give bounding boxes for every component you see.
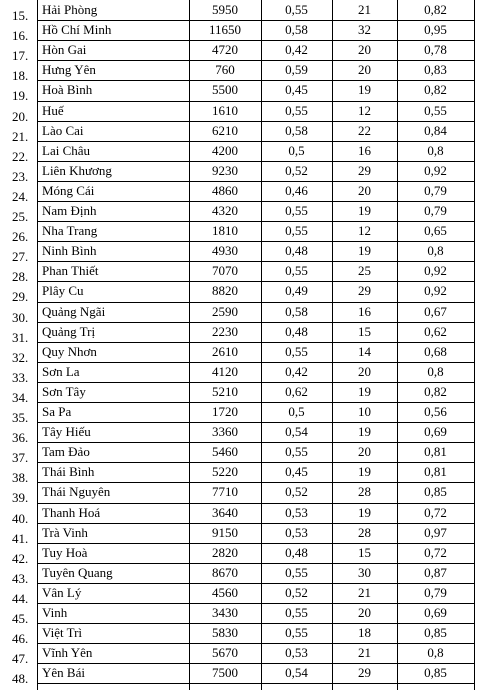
value-2-cell: 0,42 xyxy=(285,363,308,379)
value-2-cell: 0,55 xyxy=(285,605,308,620)
value-2-cell: 0,42 xyxy=(285,42,308,58)
value-3-cell: 16 xyxy=(358,303,371,319)
station-name-cell: Vĩnh Yên xyxy=(42,645,93,661)
station-name-cell: Tam Đảo xyxy=(42,444,90,460)
row-number: 18. xyxy=(12,68,29,84)
value-3-cell: 20 xyxy=(358,444,371,460)
value-2-cell: 0,5 xyxy=(288,142,305,158)
value-3-cell: 19 xyxy=(358,243,371,259)
row-number: 42. xyxy=(12,550,29,566)
value-3-cell: 20 xyxy=(358,605,371,620)
value-4-cell: 0,87 xyxy=(424,564,447,580)
value-2-cell: 0,55 xyxy=(285,625,308,641)
value-2-cell: 0,55 xyxy=(285,102,308,118)
table-row xyxy=(0,422,485,446)
value-4-cell: 0,67 xyxy=(424,303,447,319)
value-1-cell: 2820 xyxy=(212,544,238,560)
row-number: 30. xyxy=(12,309,29,325)
row-number: 40. xyxy=(12,510,29,526)
value-1-cell: 1610 xyxy=(212,102,238,118)
value-4-cell: 0,72 xyxy=(424,544,447,560)
row-number: 15. xyxy=(12,8,29,23)
value-1-cell: 8670 xyxy=(212,564,238,580)
value-3-cell: 19 xyxy=(358,383,371,399)
table-row xyxy=(0,181,485,204)
table-row xyxy=(0,362,485,385)
table-row xyxy=(0,563,485,586)
row-number: 25. xyxy=(12,209,29,224)
value-2-cell: 0,45 xyxy=(285,464,308,480)
value-1-cell: 3640 xyxy=(212,504,238,520)
value-2-cell: 0,52 xyxy=(285,484,308,500)
value-3-cell: 15 xyxy=(358,544,371,560)
value-4-cell: 0,85 xyxy=(424,484,447,500)
station-name-cell: Tuyên Quang xyxy=(42,564,113,580)
row-number: 45. xyxy=(12,611,29,626)
row-number: 48. xyxy=(12,671,29,687)
value-2-cell: 0,55 xyxy=(285,263,308,279)
value-1-cell: 3360 xyxy=(212,424,238,440)
value-1-cell: 5830 xyxy=(212,625,238,641)
row-number: 26. xyxy=(12,229,29,245)
value-1-cell: 5220 xyxy=(212,464,238,480)
value-3-cell: 18 xyxy=(358,625,371,641)
table-row xyxy=(0,322,485,345)
value-4-cell: 0,78 xyxy=(424,42,447,58)
value-3-cell: 29 xyxy=(358,283,371,299)
row-number: 22. xyxy=(12,148,29,164)
value-3-cell: 19 xyxy=(358,82,371,98)
row-number: 28. xyxy=(12,269,29,285)
value-1-cell: 2610 xyxy=(212,343,238,359)
value-4-cell: 0,62 xyxy=(424,323,447,339)
row-number: 47. xyxy=(12,651,29,667)
value-1-cell: 2230 xyxy=(212,323,238,339)
value-4-cell: 0,95 xyxy=(424,22,447,38)
value-4-cell: 0,8 xyxy=(427,243,444,259)
value-4-cell: 0,65 xyxy=(424,223,447,239)
value-3-cell: 32 xyxy=(358,22,371,38)
station-name-cell: Thái Nguyên xyxy=(42,484,111,500)
value-1-cell: 1720 xyxy=(212,404,238,419)
value-2-cell: 0,55 xyxy=(285,203,308,218)
value-2-cell: 0,45 xyxy=(285,82,308,98)
value-1-cell: 3430 xyxy=(212,605,238,620)
value-4-cell: 0,79 xyxy=(424,584,447,600)
value-2-cell: 0,46 xyxy=(285,182,308,198)
value-4-cell: 0,68 xyxy=(424,343,447,359)
value-1-cell: 4320 xyxy=(212,203,238,218)
row-number: 36. xyxy=(12,430,29,446)
row-number: 17. xyxy=(12,48,29,64)
value-3-cell: 19 xyxy=(358,203,371,218)
value-4-cell: 0,79 xyxy=(424,203,447,218)
table-row xyxy=(0,161,485,184)
table-row xyxy=(0,342,485,365)
value-1-cell: 4720 xyxy=(212,42,238,58)
station-name-cell: Quảng Trị xyxy=(42,323,96,339)
column-divider xyxy=(474,0,475,690)
value-4-cell: 0,81 xyxy=(424,444,447,460)
table-row xyxy=(0,442,485,466)
station-name-cell: Hải Phòng xyxy=(42,2,98,17)
column-divider xyxy=(261,0,262,690)
value-3-cell: 29 xyxy=(358,665,371,681)
station-name-cell: Nha Trang xyxy=(42,223,98,239)
value-2-cell: 0,5 xyxy=(288,404,305,419)
value-1-cell: 4120 xyxy=(212,363,238,379)
station-name-cell: Vinh xyxy=(42,605,68,620)
value-2-cell: 0,54 xyxy=(285,424,308,440)
row-number: 37. xyxy=(12,450,29,466)
value-2-cell: 0,62 xyxy=(285,383,308,399)
table-row xyxy=(0,201,485,224)
table-row xyxy=(0,462,485,486)
column-divider xyxy=(332,0,333,690)
row-number: 34. xyxy=(12,389,29,405)
value-4-cell: 0,92 xyxy=(424,162,447,178)
row-number: 29. xyxy=(12,289,29,305)
table-row xyxy=(0,402,485,425)
value-4-cell: 0,55 xyxy=(424,102,447,118)
table-row xyxy=(0,302,485,325)
value-1-cell: 8820 xyxy=(212,283,238,299)
value-3-cell: 30 xyxy=(358,564,371,580)
row-number: 33. xyxy=(12,369,29,385)
value-1-cell: 7500 xyxy=(212,665,238,681)
value-2-cell: 0,58 xyxy=(285,122,308,138)
value-3-cell: 20 xyxy=(358,182,371,198)
table-row xyxy=(0,523,485,546)
value-4-cell: 0,97 xyxy=(424,524,447,540)
row-number: 31. xyxy=(12,329,29,345)
value-3-cell: 12 xyxy=(358,223,371,239)
value-3-cell: 20 xyxy=(358,363,371,379)
value-1-cell: 5460 xyxy=(212,444,238,460)
value-2-cell: 0,48 xyxy=(285,243,308,259)
value-2-cell: 0,55 xyxy=(285,223,308,239)
value-1-cell: 9150 xyxy=(212,524,238,540)
station-name-cell: Tây Hiếu xyxy=(42,424,91,440)
value-4-cell: 0,69 xyxy=(424,424,447,440)
value-1-cell: 760 xyxy=(215,62,235,78)
value-4-cell: 0,85 xyxy=(424,625,447,641)
value-2-cell: 0,58 xyxy=(285,303,308,319)
table-row xyxy=(0,503,485,526)
station-name-cell: Sơn Tây xyxy=(42,383,86,399)
value-2-cell: 0,52 xyxy=(285,162,308,178)
value-1-cell: 1810 xyxy=(212,223,238,239)
value-3-cell: 12 xyxy=(358,102,371,118)
table-row xyxy=(0,80,485,104)
station-name-cell: Hòn Gai xyxy=(42,42,87,58)
station-name-cell: Hoà Bình xyxy=(42,82,93,98)
value-3-cell: 10 xyxy=(358,404,371,419)
station-name-cell: Yên Bái xyxy=(42,665,85,681)
value-4-cell: 0,82 xyxy=(424,82,447,98)
value-1-cell: 9230 xyxy=(212,162,238,178)
table-row xyxy=(0,281,485,305)
row-number: 32. xyxy=(12,349,29,365)
value-4-cell: 0,85 xyxy=(424,665,447,681)
table-row xyxy=(0,543,485,566)
value-3-cell: 14 xyxy=(358,343,371,359)
value-4-cell: 0,56 xyxy=(424,404,447,419)
value-3-cell: 19 xyxy=(358,424,371,440)
value-1-cell: 11650 xyxy=(208,22,242,38)
value-1-cell: 5210 xyxy=(212,383,238,399)
value-2-cell: 0,48 xyxy=(285,323,308,339)
station-name-cell: Lào Cai xyxy=(42,122,84,138)
value-3-cell: 25 xyxy=(358,263,371,279)
value-3-cell: 21 xyxy=(358,2,371,17)
row-number: 21. xyxy=(12,128,29,144)
station-name-cell: Quảng Ngãi xyxy=(42,303,106,319)
station-name-cell: Hưng Yên xyxy=(42,62,96,78)
table-row xyxy=(0,643,485,667)
station-name-cell: Nam Định xyxy=(42,203,97,218)
station-name-cell: Móng Cái xyxy=(42,182,95,198)
table-row xyxy=(0,121,485,144)
row-number: 24. xyxy=(12,188,29,204)
table-row xyxy=(0,482,485,506)
station-name-cell: Quy Nhơn xyxy=(42,343,97,359)
value-2-cell: 0,53 xyxy=(285,524,308,540)
table-row xyxy=(0,0,485,23)
value-3-cell: 22 xyxy=(358,122,371,138)
value-2-cell: 0,48 xyxy=(285,544,308,560)
row-number: 46. xyxy=(12,631,29,647)
value-3-cell: 20 xyxy=(358,42,371,58)
column-divider xyxy=(397,0,398,690)
value-1-cell: 4560 xyxy=(212,584,238,600)
value-1-cell: 4860 xyxy=(212,182,238,198)
row-number: 19. xyxy=(12,88,29,104)
value-1-cell: 5500 xyxy=(212,82,238,98)
table-row xyxy=(0,40,485,64)
value-2-cell: 0,49 xyxy=(285,283,308,299)
row-divider xyxy=(37,683,474,684)
station-name-cell: Vân Lý xyxy=(42,584,82,600)
station-name-cell: Plây Cu xyxy=(42,283,84,299)
row-number: 44. xyxy=(12,590,29,606)
table-row xyxy=(0,603,485,626)
value-2-cell: 0,55 xyxy=(285,444,308,460)
row-number: 38. xyxy=(12,470,29,486)
value-2-cell: 0,58 xyxy=(285,22,308,38)
value-3-cell: 29 xyxy=(358,162,371,178)
value-2-cell: 0,59 xyxy=(285,62,308,78)
value-3-cell: 21 xyxy=(358,584,371,600)
value-2-cell: 0,53 xyxy=(285,645,308,661)
value-3-cell: 20 xyxy=(358,62,371,78)
table-row xyxy=(0,663,485,687)
station-name-cell: Sa Pa xyxy=(42,404,72,419)
value-1-cell: 4930 xyxy=(212,243,238,259)
value-1-cell: 7710 xyxy=(212,484,238,500)
station-name-cell: Tuy Hoà xyxy=(42,544,88,560)
row-number: 20. xyxy=(12,108,29,124)
value-4-cell: 0,8 xyxy=(427,645,444,661)
value-4-cell: 0,92 xyxy=(424,263,447,279)
station-name-cell: Trà Vinh xyxy=(42,524,88,540)
station-name-cell: Huế xyxy=(42,102,64,118)
station-name-cell: Sơn La xyxy=(42,363,80,379)
table-row xyxy=(0,20,485,44)
table-row xyxy=(0,623,485,647)
station-name-cell: Thái Bình xyxy=(42,464,95,480)
column-divider xyxy=(37,0,38,690)
value-1-cell: 2590 xyxy=(212,303,238,319)
value-1-cell: 4200 xyxy=(212,142,238,158)
value-3-cell: 16 xyxy=(358,142,371,158)
value-3-cell: 19 xyxy=(358,504,371,520)
value-2-cell: 0,55 xyxy=(285,2,308,17)
station-name-cell: Thanh Hoá xyxy=(42,504,101,520)
value-4-cell: 0,69 xyxy=(424,605,447,620)
station-name-cell: Hồ Chí Minh xyxy=(42,22,112,38)
value-3-cell: 28 xyxy=(358,524,371,540)
value-4-cell: 0,79 xyxy=(424,182,447,198)
value-4-cell: 0,72 xyxy=(424,504,447,520)
value-4-cell: 0,82 xyxy=(424,2,447,17)
value-2-cell: 0,52 xyxy=(285,584,308,600)
value-2-cell: 0,55 xyxy=(285,564,308,580)
table-row xyxy=(0,221,485,245)
row-number: 16. xyxy=(12,28,29,44)
value-2-cell: 0,55 xyxy=(285,343,308,359)
station-name-cell: Ninh Bình xyxy=(42,243,97,259)
station-name-cell: Liên Khương xyxy=(42,162,112,178)
row-number: 35. xyxy=(12,410,29,425)
value-3-cell: 15 xyxy=(358,323,371,339)
value-4-cell: 0,8 xyxy=(427,363,444,379)
value-1-cell: 5950 xyxy=(212,2,238,17)
station-name-cell: Việt Trì xyxy=(42,625,83,641)
row-number: 23. xyxy=(12,168,29,184)
table-row xyxy=(0,141,485,164)
table-row xyxy=(0,60,485,84)
column-divider xyxy=(189,0,190,690)
value-2-cell: 0,54 xyxy=(285,665,308,681)
value-4-cell: 0,92 xyxy=(424,283,447,299)
value-4-cell: 0,8 xyxy=(427,142,444,158)
table-row xyxy=(0,583,485,606)
value-3-cell: 19 xyxy=(358,464,371,480)
row-number: 43. xyxy=(12,570,29,586)
value-1-cell: 6210 xyxy=(212,122,238,138)
value-3-cell: 21 xyxy=(358,645,371,661)
table-row xyxy=(0,241,485,265)
station-name-cell: Lai Châu xyxy=(42,142,91,158)
value-4-cell: 0,81 xyxy=(424,464,447,480)
table-row xyxy=(0,101,485,124)
value-1-cell: 5670 xyxy=(212,645,238,661)
value-4-cell: 0,83 xyxy=(424,62,447,78)
value-2-cell: 0,53 xyxy=(285,504,308,520)
table-row xyxy=(0,382,485,405)
value-4-cell: 0,84 xyxy=(424,122,447,138)
row-number: 41. xyxy=(12,530,29,546)
row-number: 27. xyxy=(12,249,29,265)
value-1-cell: 7070 xyxy=(212,263,238,279)
row-number: 39. xyxy=(12,490,29,506)
table-row xyxy=(0,261,485,285)
value-4-cell: 0,82 xyxy=(424,383,447,399)
value-3-cell: 28 xyxy=(358,484,371,500)
station-name-cell: Phan Thiết xyxy=(42,263,99,279)
